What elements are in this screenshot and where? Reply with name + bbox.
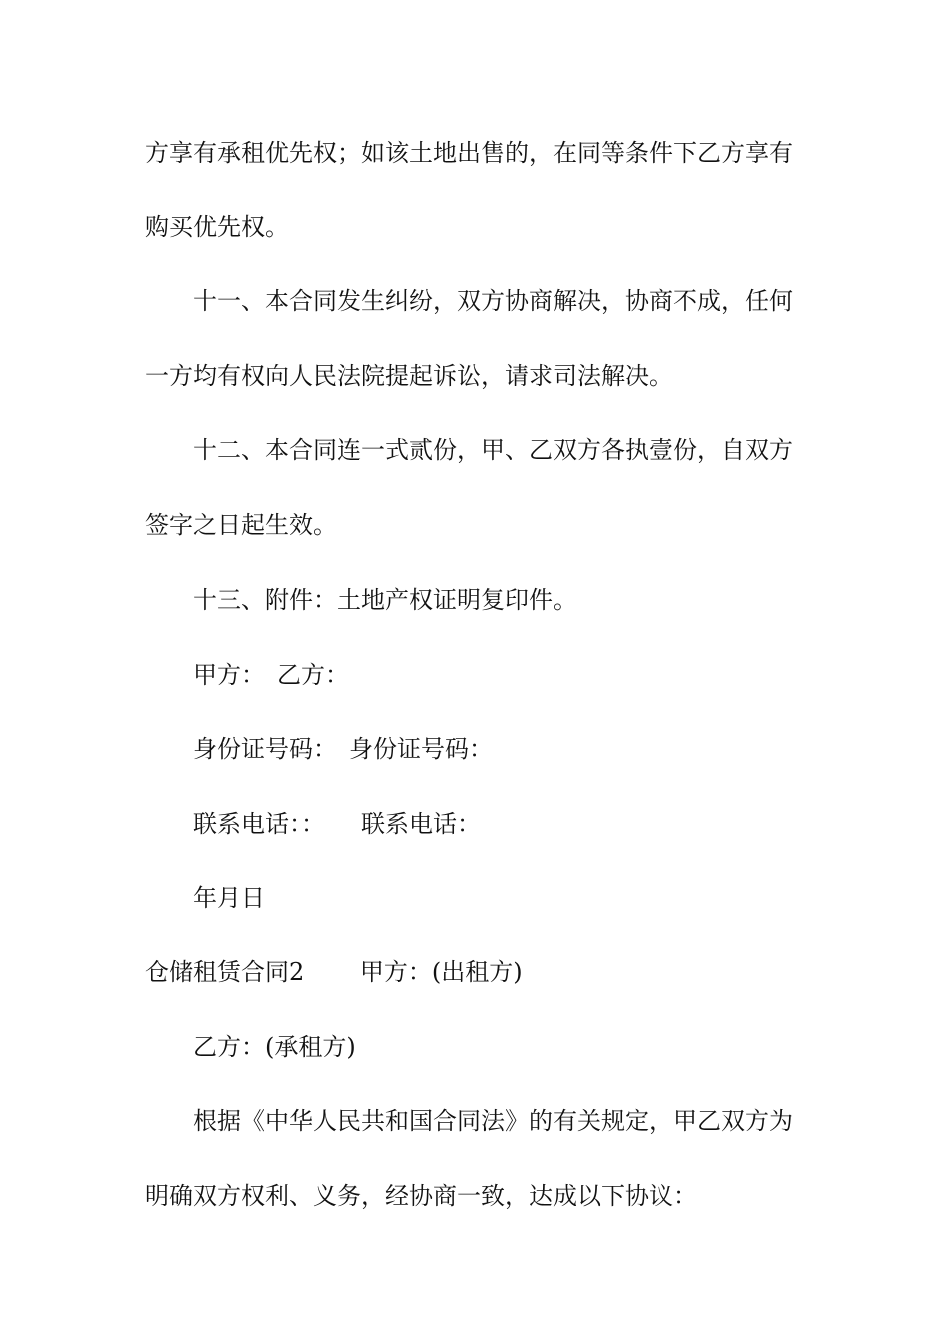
date-line: 年月日 <box>193 884 265 912</box>
clause-13: 十三、附件：土地产权证明复印件。 <box>193 586 577 614</box>
text-line: 签字之日起生效。 <box>145 511 337 539</box>
clause-11: 十一、本合同发生纠纷，双方协商解决，协商不成，任何 <box>193 287 793 315</box>
text-line: 明确双方权利、义务，经协商一致，达成以下协议： <box>145 1182 697 1210</box>
clause-12: 十二、本合同连一式贰份，甲、乙双方各执壹份，自双方 <box>193 436 793 464</box>
id-number-line: 身份证号码： 身份证号码： <box>193 735 493 763</box>
contract-title: 仓储租赁合同2 甲方：(出租方) <box>145 958 523 986</box>
preamble: 根据《中华人民共和国合同法》的有关规定，甲乙双方为 <box>193 1107 793 1135</box>
phone-line: 联系电话：： 联系电话： <box>193 810 481 838</box>
text-line: 购买优先权。 <box>145 213 289 241</box>
party-signatures: 甲方： 乙方： <box>193 661 349 689</box>
text-line: 一方均有权向人民法院提起诉讼，请求司法解决。 <box>145 362 673 390</box>
party-b-line: 乙方：(承租方) <box>193 1033 356 1061</box>
text-line: 方享有承租优先权；如该土地出售的，在同等条件下乙方享有 <box>145 139 793 167</box>
